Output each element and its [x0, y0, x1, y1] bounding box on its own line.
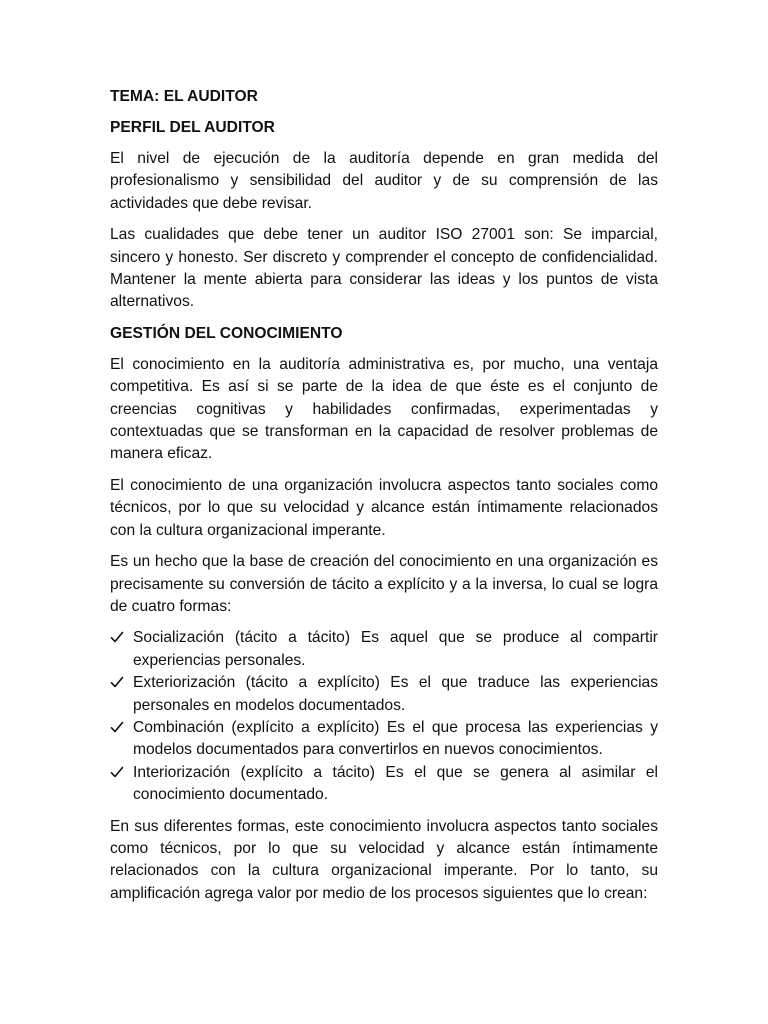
checkmark-icon [110, 720, 124, 734]
list-item-text: Socialización (tácito a tácito) Es aquel que se produce al compartir experiencias personales. [133, 629, 658, 669]
auditor-profile-heading: PERFIL DEL AUDITOR [110, 119, 275, 136]
document-body [110, 86, 658, 914]
paragraph-knowledge-amplification: En sus diferentes formas, este conocimiento involucra aspectos tanto sociales como técnicos, por lo que su velocidad y alcance están íntimamente relacionados con la cultura organizacional imperante. Por lo tanto, su amplificación agrega valor por medio de los procesos siguientes que lo crean: [110, 817, 658, 902]
list-item [110, 627, 658, 672]
list-item-text: Interiorización (explícito a tácito) Es el que se genera al asimilar el conocimiento documentado. [133, 763, 658, 804]
paragraph-auditor-qualities: Las cualidades que debe tener un auditor ISO 27001 son: Se imparcial, sincero y honesto. Ser discreto y comprender el concepto de confidencialidad. Mantener la mente abierta para considerar las ideas y los puntos de vista alternativos. [110, 226, 658, 311]
list-item-text: Combinación (explícito a explícito) Es el que procesa las experiencias y modelos documentados para convertirlos en nuevos conocimientos. [133, 718, 658, 759]
paragraph-knowledge-conversion: Es un hecho que la base de creación del conocimiento en una organización es precisamente su conversión de tácito a explícito y a la inversa, lo cual se logra de cuatro formas: [110, 553, 658, 615]
checkmark-icon [110, 765, 124, 779]
checkmark-icon [110, 675, 124, 689]
list-item-text: Exteriorización (tácito a explícito) Es el que traduce las experiencias personales en modelos documentados. [133, 674, 658, 714]
topic-heading: TEMA: EL AUDITOR [110, 88, 258, 105]
knowledge-conversion-list [110, 627, 658, 806]
list-item [110, 672, 658, 717]
paragraph-execution-level: El nivel de ejecución de la auditoría depende en gran medida del profesionalismo y sensibilidad del auditor y de su comprensión de las actividades que debe revisar. [110, 150, 658, 212]
list-item [110, 762, 658, 807]
list-item [110, 717, 658, 762]
knowledge-management-heading: GESTIÓN DEL CONOCIMIENTO [110, 324, 343, 342]
checkmark-icon [110, 630, 124, 644]
paragraph-organization-knowledge: El conocimiento de una organización involucra aspectos tanto sociales como técnicos, por lo que su velocidad y alcance están íntimamente relacionados con la cultura organizacional imperante. [110, 476, 658, 539]
paragraph-competitive-advantage: El conocimiento en la auditoría administrativa es, por mucho, una ventaja competitiva. Es así si se parte de la idea de que éste es el conjunto de creencias cognitivas y habilidades confirmadas, experimentadas y contextuadas que se transforman en la capacidad de resolver problemas de manera eficaz. [110, 355, 658, 463]
